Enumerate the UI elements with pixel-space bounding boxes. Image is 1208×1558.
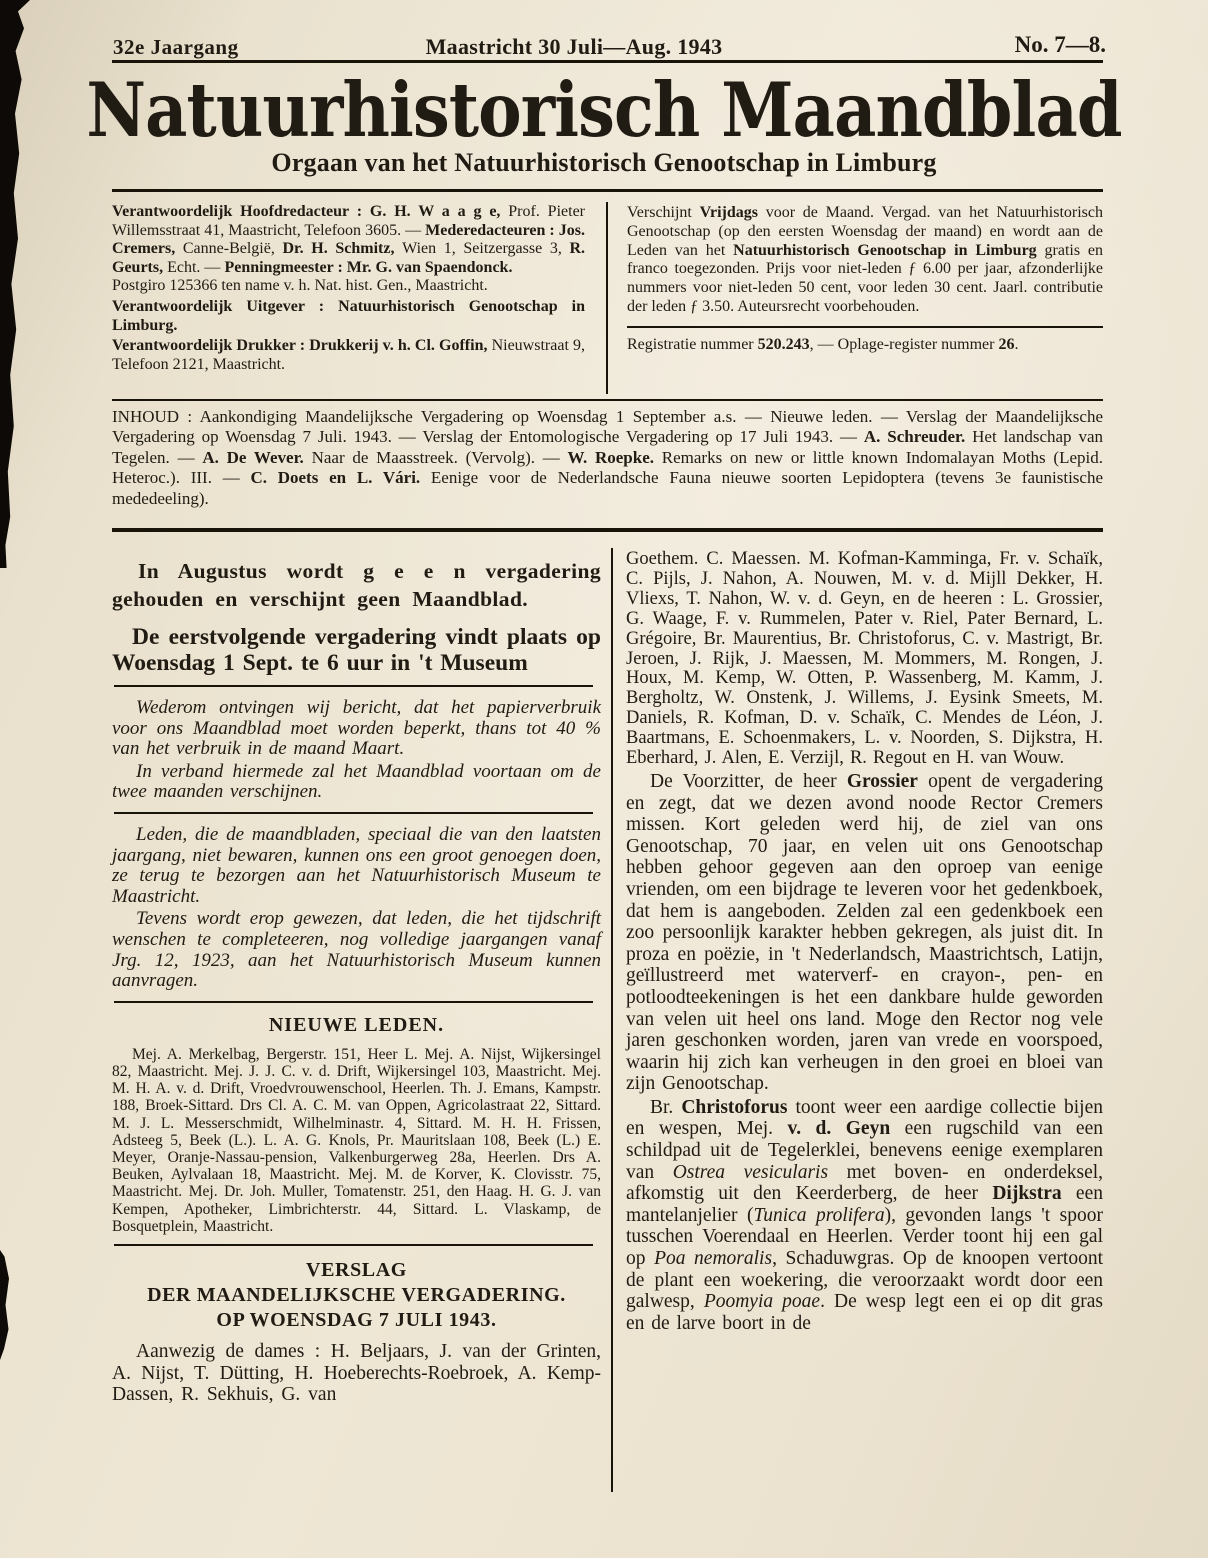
- subtitle-rule: [112, 189, 1103, 192]
- announcement-no-meeting: In Augustus wordt g e e n vergadering gehouden en verschijnt geen Maandblad.: [112, 559, 601, 611]
- section-rule-2: [114, 812, 593, 814]
- verslag-heading-line3: OP WOENSDAG 7 JULI 1943.: [216, 1308, 497, 1331]
- chairman-paragraph: De Voorzitter, de heer Grossier opent de vergadering en zegt, dat we dezen avond noode Rector Cremers missen. Kort geleden werd hij, de ziel van ons Genootschap, 70 jaar, en velen uit ons Genootschap hebben gehoor gegeven aan den oproep van eenige vrienden, om een bijdrage te leveren voor het gedenkboek, dat hem is aangeboden. Zelden zal een gedenkboek een zoo persoonlijk karakter hebben gekregen, als juist dit. In proza en poëzie, in 't Nederlandsch, Maastrichtsch, Latijn, geïllustreerd met waterverf- en crayon-, pen- en potloodteekeningen is het een dankbare hulde geworden van velen uit heel ons land. Moge den Rector nog vele jaren geschonken worden, jaren van vrede en voorspoed, waarin hij zich kan verheugen in den groei en bloei van zijn Genootschap.: [626, 770, 1104, 1095]
- imprint-divider: [606, 202, 608, 394]
- editors-paragraph: Verantwoordelijk Hoofdredacteur : G. H. W a a g e, Prof. Pieter Willemsstraat 41, Maastricht, Telefoon 3605. — Mederedacteuren : Jos. Cremers, Canne-België, Dr. H. Schmitz, Wien 1, Seitzergasse 3, R. Geurts, Echt. — Penningmeester : Mr. G. van Spaendonck.: [112, 203, 586, 276]
- postgiro-paragraph: Postgiro 125366 ten name v. h. Nat. hist. Gen., Maastricht.: [112, 277, 488, 295]
- section-rule-3: [114, 1001, 593, 1003]
- paper-restriction-notice-2: In verband hiermede zal het Maandblad voortaan om de twee maanden verschijnen.: [112, 760, 601, 803]
- inhoud-bottom-rule: [112, 528, 1103, 532]
- publication-info-paragraph: Verschijnt Vrijdags voor de Maand. Vergad. van het Natuurhistorisch Genootschap (op den eersten Woensdag der maand) en wordt aan de Leden van het Natuurhistorisch Genootschap in Limburg gratis en franco toegezonden. Prijs voor niet-leden ƒ 6.00 per jaar, afzonderlijke nummers voor niet-leden 50 cent, voor leden 30 cent. Jaarl. contributie der leden ƒ 3.50. Auteursrecht voorbehouden.: [627, 204, 1104, 315]
- nieuwe-leden-heading: NIEUWE LEDEN.: [268, 1013, 445, 1036]
- left-column: [112, 552, 601, 1406]
- issue-number: No. 7—8.: [1014, 32, 1106, 57]
- page-subtitle: Orgaan van het Natuurhistorisch Genootschap in Limburg: [271, 148, 937, 177]
- imprint-left-block: [112, 203, 585, 374]
- page-title: Natuurhistorisch Maandblad: [86, 66, 1122, 154]
- imprint-bottom-rule: [112, 399, 1103, 401]
- right-column: [626, 550, 1103, 1334]
- attendees-continued-paragraph: Goethem. C. Maessen. M. Kofman-Kamminga, Fr. v. Schaïk, C. Pijls, J. Nahon, A. Nouwen, M. v. d. Mijll Dekker, H. Vliexs, T. Nahon, W. v. d. Geyn, en de heeren : L. Grossier, G. Waage, F. v. Rummelen, Pater v. Riel, Pater Bernard, L. Grégoire, Br. Maurentius, Br. Christoforus, C. v. Mastrigt, Br. Jeroen, J. Rijk, J. Maessen, M. Mommers, M. Rongen, J. Houx, M. Kemp, W. Otten, P. Wassenberg, M. Kamm, J. Bergholtz, W. Onstenk, J. Willems, J. Eysink Smeets, M. Daniels, R. Kofman, D. v. Schaïk, C. Mendes de Léon, J. Baartmans, E. Schoenmakers, L. v. Noorden, S. Dijkstra, H. Eberhard, J. Alen, E. Verzijl, R. Regout en H. van Wouw.: [626, 549, 1103, 769]
- issue-date: Maastricht 30 Juli—Aug. 1943: [425, 34, 723, 59]
- imprint-right-block: [627, 204, 1103, 355]
- attendees-paragraph: Aanwezig de dames : H. Beljaars, J. van der Grinten, A. Nijst, T. Dütting, H. Hoeberechts-Roebroek, A. Kemp-Dassen, R. Sekhuis, G. van: [112, 1340, 601, 1406]
- registration-rule: [627, 326, 1103, 328]
- scan-edge-artifact-top: [0, 0, 30, 568]
- verslag-heading-line2: DER MAANDELIJKSCHE VERGADERING.: [147, 1283, 566, 1306]
- section-rule-1: [114, 685, 593, 687]
- scan-edge-artifact-mid: [0, 1250, 10, 1360]
- registration-paragraph: Registratie nummer 520.243, — Oplage-register nummer 26.: [627, 335, 1019, 353]
- section-rule-4: [114, 1244, 593, 1246]
- publisher-paragraph: Verantwoordelijk Uitgever : Natuurhistorisch Genootschap in Limburg.: [112, 297, 585, 334]
- nieuwe-leden-list: Mej. A. Merkelbag, Bergerstr. 151, Heer L. Mej. A. Nijst, Wijkersingel 82, Maastricht. Mej. J. J. C. v. d. Drift, Wijkersingel 103, Maastricht. Mej. M. H. A. v. d. Drift, Vroedvrouwenschool, Heerlen. Th. J. Emans, Kampstr. 188, Broek-Sittard. Drs Cl. A. C. M. van Oppen, Agricolastraat 22, Sittard. M. J. L. Messerschmidt, Wilhelminastr. 4, Sittard. M. H. H. Frissen, Adsteeg 5, Beek (L.). L. A. G. Knols, Pr. Mauritslaan 108, Beek (L.) E. Meyer, Oranje-Nassau-pension, Valkenburgerweg 28a, Heerlen. Drs A. Beuken, Aylvalaan 18, Maastricht. Mej. M. de Korver, K. Clovisstr. 75, Maastricht. Mej. Dr. Joh. Muller, Tomatenstr. 251, den Haag. H. G. J. van Kempen, Apotheker, Limbrichterstr. 44, Sittard. L. Vlaskamp, de Bosquetplein, Maastricht.: [112, 1045, 601, 1235]
- return-copies-notice-2: Tevens wordt erop gewezen, dat leden, die het tijdschrift wenschen te completeeren, nog volledige jaargangen vanaf Jrg. 12, 1923, aan het Natuurhistorisch Museum kunnen aanvragen.: [112, 908, 601, 992]
- announcement-next-meeting: De eerstvolgende vergadering vindt plaats op Woensdag 1 Sept. te 6 uur in 't Museum: [112, 624, 601, 676]
- paper-restriction-notice-1: Wederom ontvingen wij bericht, dat het papierverbruik voor ons Maandblad moet worden beperkt, thans tot 40 % van het verbruik in de maand Maart.: [112, 697, 601, 760]
- printer-paragraph: Verantwoordelijk Drukker : Drukkerij v. h. Cl. Goffin, Nieuwstraat 9, Telefoon 2121, Maastricht.: [112, 337, 585, 373]
- verslag-heading-line1: VERSLAG: [306, 1258, 407, 1281]
- column-divider: [611, 548, 613, 1492]
- header-rule: [112, 60, 1103, 63]
- inhoud-paragraph: INHOUD : Aankondiging Maandelijksche Vergadering op Woensdag 1 September a.s. — Nieuwe leden. — Verslag der Maandelijksche Vergadering op Woensdag 7 Juli. 1943. — Verslag der Entomologische Vergadering op 17 Juli 1943. — A. Schreuder. Het landschap van Tegelen. — A. De Wever. Naar de Maasstreek. (Vervolg). — W. Roepke. Remarks on new or little known Indomalayan Moths (Lepid. Heteroc.). III. — C. Doets en L. Vári. Eenige voor de Nederlandsche Fauna nieuwe soorten Lepidoptera (tevens 3e faunistische mededeeling).: [112, 407, 1103, 508]
- volume-label: 32e Jaargang: [113, 35, 239, 59]
- exhibits-paragraph: Br. Christoforus toont weer een aardige collectie bijen en wespen, Mej. v. d. Geyn een rugschild van een schildpad uit de Tegelerklei, benevens eenige exemplaren van Ostrea vesicularis met boven- en onderdeksel, afkomstig uit den Keerderberg, de heer Dijkstra een mantelanjelier (Tunica prolifera), gevonden langs 't spoor tusschen Voerendaal en Heerlen. Verder toont hij een gal op Poa nemoralis, Schaduwgras. Op de knoopen vertoont de plant een woekering, die veroorzaakt wordt door een galwesp, Poomyia poae. De wesp legt een ei op dit gras en de larve boort in de: [626, 1096, 1104, 1334]
- return-copies-notice-1: Leden, die de maandbladen, speciaal die van den laatsten jaargang, niet bewaren, kunnen ons een groot genoegen doen, ze terug te bezorgen aan het Natuurhistorisch Museum te Maastricht.: [112, 823, 601, 907]
